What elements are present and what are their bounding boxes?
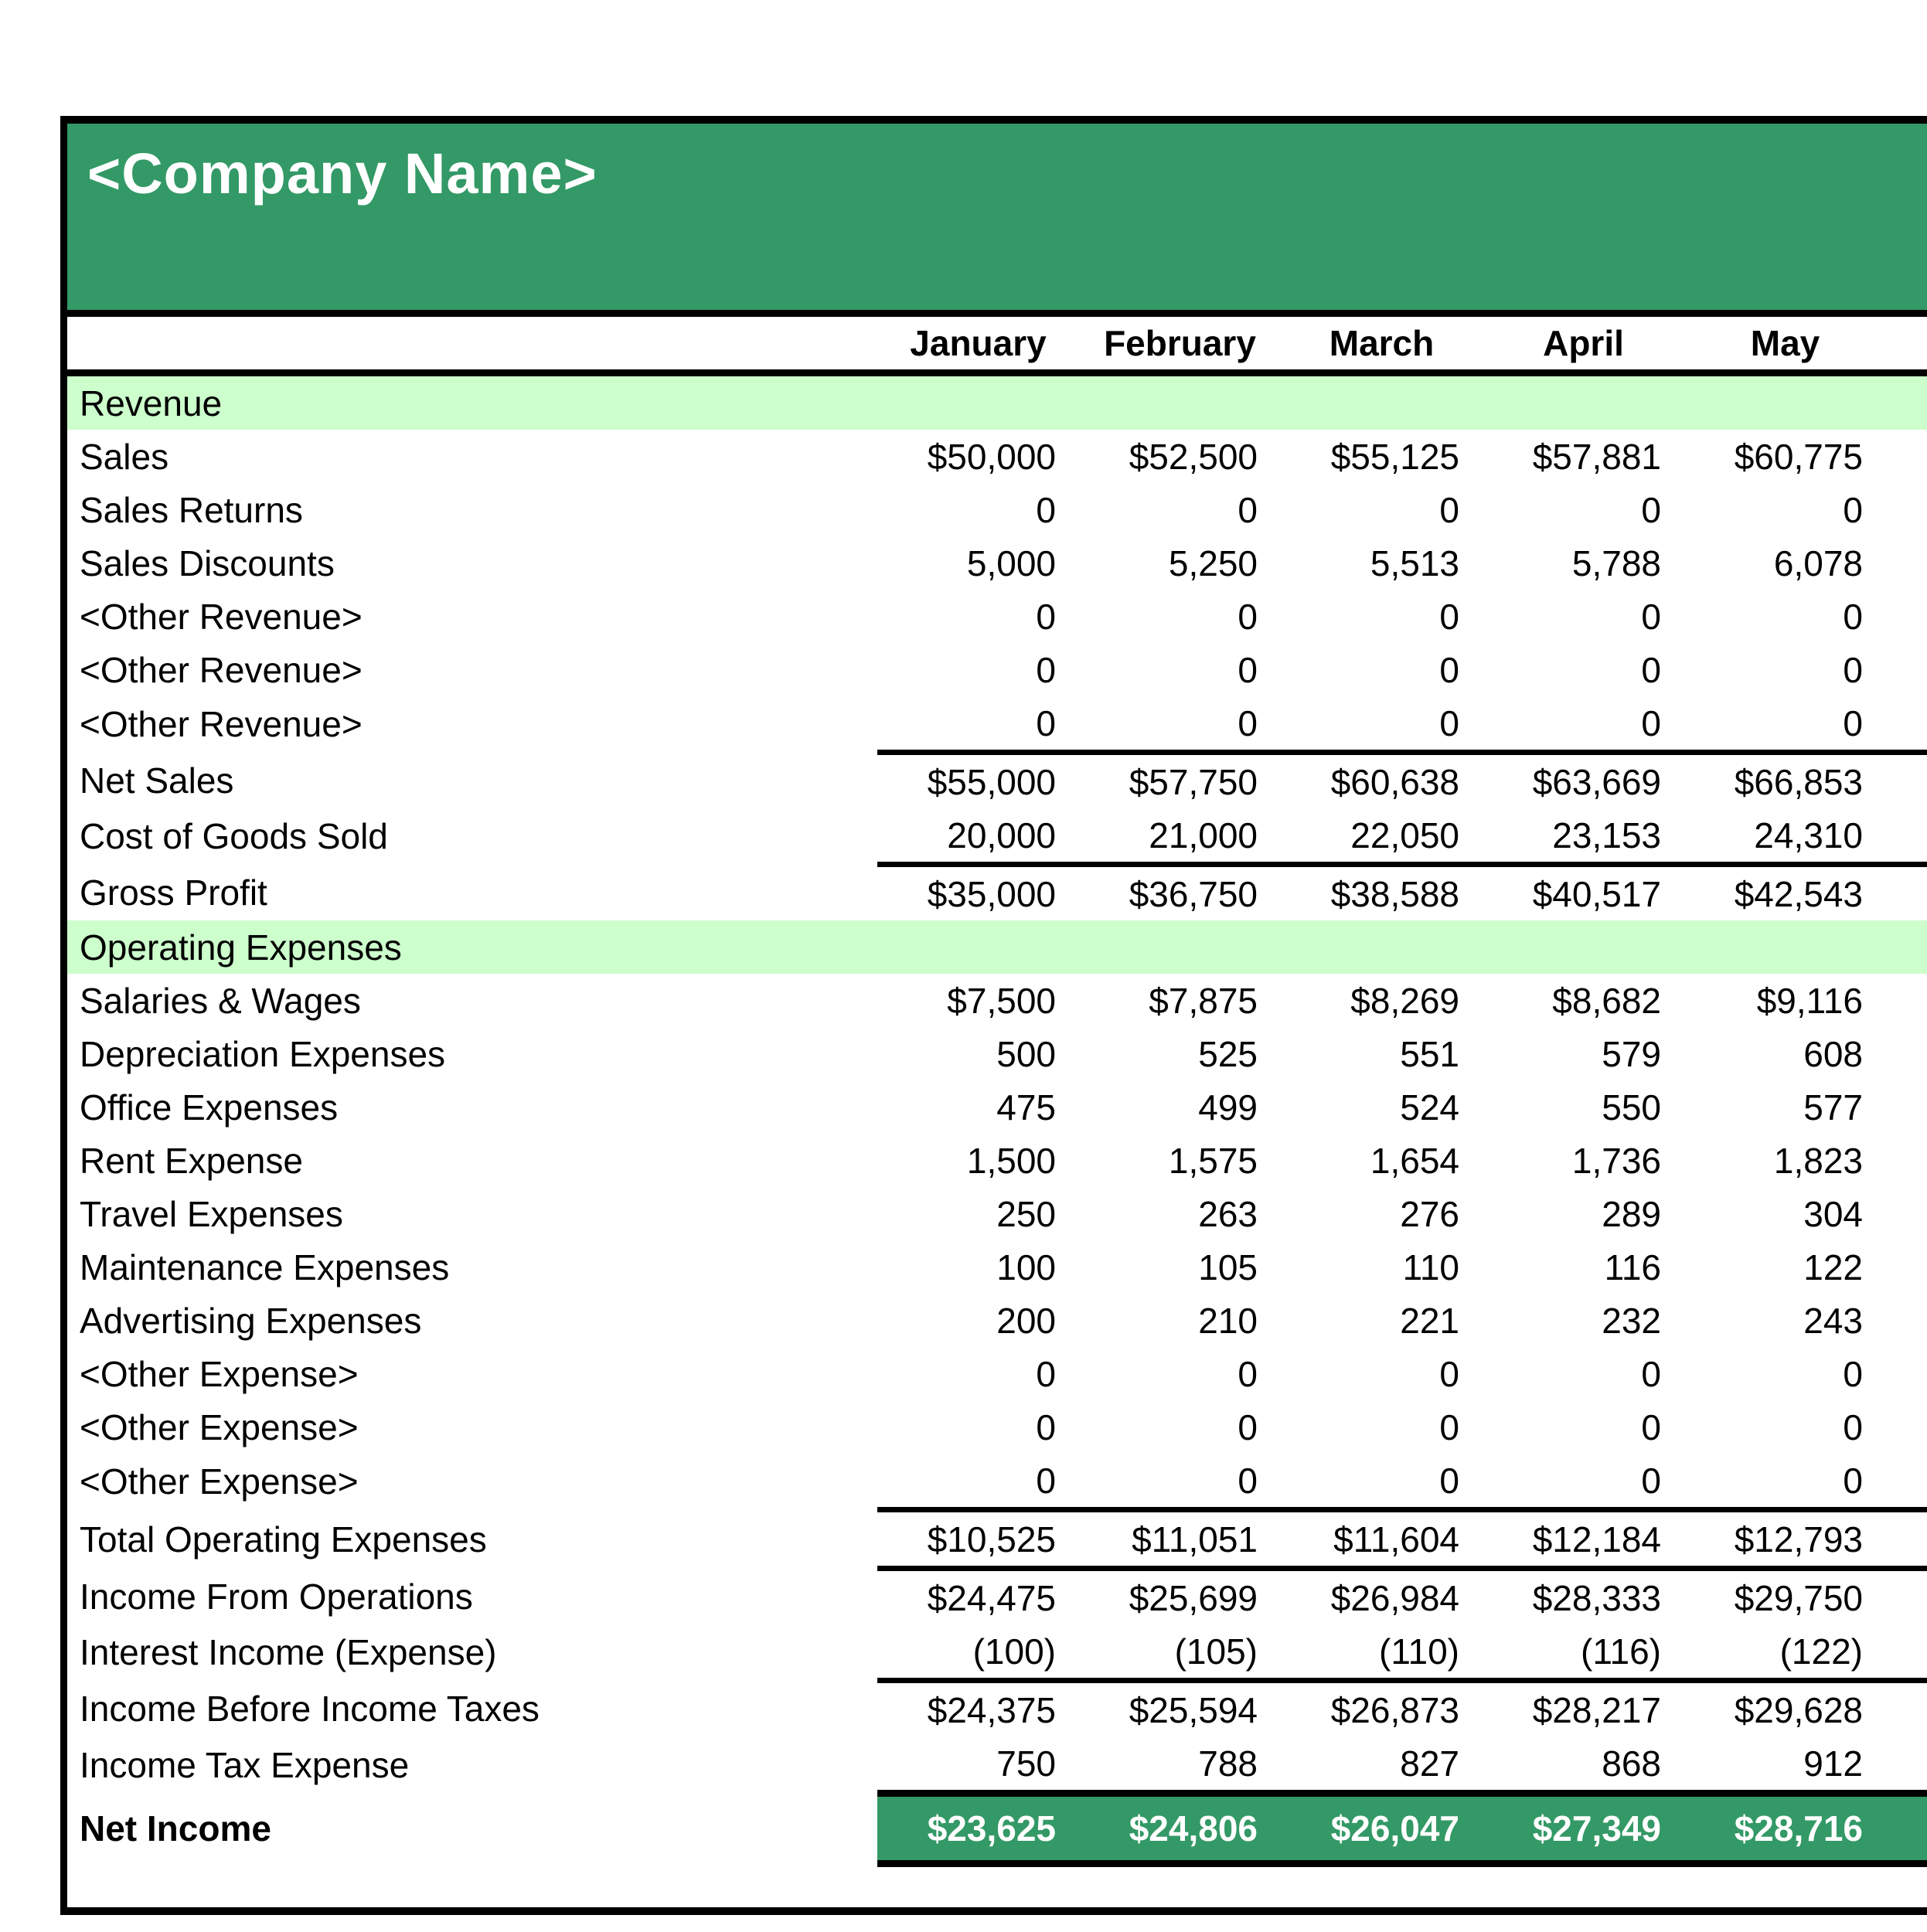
cell-march: 221: [1400, 1300, 1459, 1341]
cell-january: 0: [1036, 702, 1056, 743]
table-footer-spacer: [67, 1864, 1927, 1908]
cell-march: $26,047: [1281, 1794, 1483, 1864]
cell-february: 0: [1238, 1460, 1258, 1501]
cell-stub: [1886, 483, 1927, 536]
row-label: Income Before Income Taxes: [80, 1688, 540, 1729]
cell-stub: [1886, 696, 1927, 753]
cell-april: 0: [1641, 649, 1661, 690]
row-label: <Other Expense>: [80, 1461, 359, 1502]
cell-stub: [1886, 373, 1927, 430]
row-sales-returns: [67, 483, 1927, 536]
cell-april: 550: [1602, 1087, 1661, 1128]
cell-stub: [1886, 1454, 1927, 1510]
bottom-spacer-cell: [67, 1864, 1927, 1908]
row-label: Interest Income (Expense): [80, 1632, 497, 1673]
cell-may: 24,310: [1754, 815, 1863, 855]
row-label: Office Expenses: [80, 1087, 339, 1128]
cell-stub: [1886, 643, 1927, 696]
cell-april: 0: [1641, 1353, 1661, 1394]
cell-april: 0: [1641, 702, 1661, 743]
row-office-expenses: [67, 1080, 1927, 1134]
column-header-april: April: [1483, 317, 1684, 373]
row-rent-expense: [67, 1134, 1927, 1187]
cell-january: 750: [996, 1743, 1056, 1784]
cell-march: [1281, 373, 1483, 430]
cell-may: (122): [1779, 1631, 1863, 1672]
cell-april: 289: [1602, 1193, 1661, 1234]
cell-stub: [1886, 1134, 1927, 1187]
row-label: Salaries & Wages: [80, 980, 361, 1021]
cell-april: $57,881: [1532, 436, 1661, 477]
cell-april: $12,184: [1483, 1510, 1684, 1569]
row-revenue: [67, 373, 1927, 430]
cell-february: $7,875: [1149, 980, 1258, 1021]
cell-march: 5,513: [1370, 543, 1459, 583]
cell-may: 1,823: [1773, 1140, 1863, 1181]
cell-stub: [1886, 1510, 1927, 1569]
cell-february: 0: [1238, 1353, 1258, 1394]
cell-april: 0: [1641, 1460, 1661, 1501]
cell-january: [877, 373, 1079, 430]
cell-may: $29,750: [1684, 1569, 1886, 1625]
table-body: [67, 373, 1927, 1864]
cell-january: $50,000: [927, 436, 1056, 477]
cell-may: [1684, 373, 1886, 430]
cell-stub: [1886, 1294, 1927, 1347]
cell-april: 579: [1602, 1033, 1661, 1074]
cell-april: 23,153: [1552, 815, 1661, 855]
cell-march: $8,269: [1350, 980, 1459, 1021]
cell-april: $28,333: [1483, 1569, 1684, 1625]
row-other-expense: [67, 1454, 1927, 1510]
cell-january: 100: [996, 1247, 1056, 1287]
cell-february: 210: [1198, 1300, 1258, 1341]
row-label: Cost of Goods Sold: [80, 816, 388, 857]
cell-stub: [1886, 1187, 1927, 1240]
column-header-march: March: [1281, 317, 1483, 373]
cell-stub: [1886, 865, 1927, 921]
cell-february: 5,250: [1168, 543, 1258, 583]
cell-march: $26,873: [1281, 1681, 1483, 1737]
cell-january: 20,000: [947, 815, 1056, 855]
cell-january: [877, 920, 1079, 974]
row-travel-expenses: [67, 1187, 1927, 1240]
cell-march: 0: [1439, 649, 1459, 690]
cell-march: 524: [1400, 1087, 1459, 1128]
cell-may: $9,116: [1756, 980, 1863, 1021]
cell-february: 499: [1198, 1087, 1258, 1128]
row-label: Operating Expenses: [80, 927, 402, 968]
cell-april: 116: [1604, 1247, 1661, 1287]
cell-april: 232: [1602, 1300, 1661, 1341]
row-sales-discounts: [67, 536, 1927, 590]
row-label: Advertising Expenses: [80, 1300, 422, 1341]
cell-march: 1,654: [1370, 1140, 1459, 1181]
cell-february: (105): [1174, 1631, 1258, 1672]
row-sales: [67, 430, 1927, 483]
row-other-revenue: [67, 643, 1927, 696]
corner-cell: [67, 317, 877, 373]
cell-stub: [1886, 808, 1927, 865]
cell-february: 0: [1238, 649, 1258, 690]
column-header-january: January: [877, 317, 1079, 373]
row-other-expense: [67, 1347, 1927, 1400]
row-label: Sales Returns: [80, 489, 303, 530]
cell-may: 608: [1803, 1033, 1863, 1074]
cell-february: $25,594: [1079, 1681, 1281, 1737]
cell-january: $10,525: [877, 1510, 1079, 1569]
cell-april: 1,736: [1571, 1140, 1661, 1181]
cell-march: 0: [1439, 1460, 1459, 1501]
income-statement-table: [67, 317, 1927, 1907]
cell-may: 0: [1843, 1460, 1863, 1501]
cell-stub: [1886, 753, 1927, 809]
row-label: Total Operating Expenses: [80, 1519, 487, 1560]
cell-april: 5,788: [1571, 543, 1661, 583]
row-depreciation-expenses: [67, 1027, 1927, 1080]
cell-april: [1483, 920, 1684, 974]
cell-stub: [1886, 1347, 1927, 1400]
cell-march: $26,984: [1281, 1569, 1483, 1625]
column-header-stub: [1886, 317, 1927, 373]
cell-january: 0: [1036, 1460, 1056, 1501]
cell-may: $28,716: [1684, 1794, 1886, 1864]
cell-may: 0: [1843, 489, 1863, 530]
cell-may: 243: [1803, 1300, 1863, 1341]
row-label: <Other Revenue>: [80, 596, 363, 637]
cell-may: 912: [1803, 1743, 1863, 1784]
cell-march: $11,604: [1281, 1510, 1483, 1569]
row-interest-income-expense: [67, 1624, 1927, 1681]
cell-january: 200: [996, 1300, 1056, 1341]
month-header-row: [67, 317, 1927, 373]
cell-may: [1684, 920, 1886, 974]
row-cost-of-goods-sold: [67, 808, 1927, 865]
cell-march: 0: [1439, 489, 1459, 530]
cell-january: 475: [996, 1087, 1056, 1128]
row-total-operating-expenses: [67, 1510, 1927, 1569]
row-gross-profit: [67, 865, 1927, 921]
cell-may: 577: [1803, 1087, 1863, 1128]
cell-february: $57,750: [1079, 753, 1281, 809]
cell-march: 22,050: [1350, 815, 1459, 855]
cell-february: 0: [1238, 702, 1258, 743]
row-label: Revenue: [80, 383, 223, 423]
cell-february: [1079, 920, 1281, 974]
row-label: Gross Profit: [80, 872, 267, 913]
cell-may: 0: [1843, 649, 1863, 690]
cell-april: $40,517: [1483, 865, 1684, 921]
cell-stub: [1886, 920, 1927, 974]
cell-february: [1079, 373, 1281, 430]
cell-january: 0: [1036, 1406, 1056, 1447]
company-name-title: <Company Name>: [87, 141, 598, 206]
row-label: Rent Expense: [80, 1140, 303, 1181]
cell-february: 1,575: [1168, 1140, 1258, 1181]
cell-january: (100): [972, 1631, 1056, 1672]
cell-february: $11,051: [1079, 1510, 1281, 1569]
column-header-february: February: [1079, 317, 1281, 373]
cell-march: 0: [1439, 596, 1459, 637]
cell-stub: [1886, 974, 1927, 1027]
cell-february: 0: [1238, 596, 1258, 637]
cell-april: $63,669: [1483, 753, 1684, 809]
cell-april: [1483, 373, 1684, 430]
column-header-may: May: [1684, 317, 1886, 373]
row-maintenance-expenses: [67, 1240, 1927, 1294]
row-label: Income From Operations: [80, 1576, 473, 1617]
row-label: Travel Expenses: [80, 1193, 343, 1234]
cell-february: 0: [1238, 489, 1258, 530]
cell-january: 500: [996, 1033, 1056, 1074]
cell-april: 0: [1641, 489, 1661, 530]
cell-stub: [1886, 1240, 1927, 1294]
cell-january: $24,475: [877, 1569, 1079, 1625]
cell-stub: [1886, 1794, 1927, 1864]
cell-february: 788: [1198, 1743, 1258, 1784]
cell-march: 0: [1439, 1406, 1459, 1447]
cell-april: $28,217: [1483, 1681, 1684, 1737]
cell-may: 0: [1843, 1406, 1863, 1447]
cell-january: 0: [1036, 1353, 1056, 1394]
cell-march: 0: [1439, 702, 1459, 743]
cell-may: 0: [1843, 702, 1863, 743]
row-label: Sales Discounts: [80, 543, 335, 583]
cell-april: 868: [1602, 1743, 1661, 1784]
cell-february: $52,500: [1129, 436, 1258, 477]
cell-february: 105: [1198, 1247, 1258, 1287]
row-other-expense: [67, 1400, 1927, 1454]
income-statement-sheet: [60, 116, 1927, 1915]
cell-march: 827: [1400, 1743, 1459, 1784]
cell-january: 1,500: [966, 1140, 1056, 1181]
cell-stub: [1886, 1569, 1927, 1625]
cell-stub: [1886, 1080, 1927, 1134]
cell-march: [1281, 920, 1483, 974]
cell-january: 0: [1036, 596, 1056, 637]
row-label: Net Sales: [80, 760, 234, 801]
row-advertising-expenses: [67, 1294, 1927, 1347]
row-label: <Other Expense>: [80, 1353, 359, 1394]
cell-may: $12,793: [1684, 1510, 1886, 1569]
cell-february: 525: [1198, 1033, 1258, 1074]
cell-january: $24,375: [877, 1681, 1079, 1737]
cell-january: 0: [1036, 489, 1056, 530]
cell-january: $35,000: [877, 865, 1079, 921]
cell-february: $36,750: [1079, 865, 1281, 921]
cell-may: 0: [1843, 596, 1863, 637]
cell-april: (116): [1581, 1631, 1661, 1672]
cell-january: 5,000: [966, 543, 1056, 583]
row-net-sales: [67, 753, 1927, 809]
cell-april: $8,682: [1552, 980, 1661, 1021]
cell-may: 304: [1803, 1193, 1863, 1234]
cell-january: 0: [1036, 649, 1056, 690]
row-label: Income Tax Expense: [80, 1744, 410, 1785]
cell-stub: [1886, 430, 1927, 483]
cell-stub: [1886, 536, 1927, 590]
row-income-before-income-taxes: [67, 1681, 1927, 1737]
row-net-income: [67, 1794, 1927, 1864]
cell-april: 0: [1641, 596, 1661, 637]
cell-january: $55,000: [877, 753, 1079, 809]
cell-march: 551: [1400, 1033, 1459, 1074]
cell-february: 263: [1198, 1193, 1258, 1234]
cell-may: 122: [1803, 1247, 1863, 1287]
cell-march: $55,125: [1330, 436, 1459, 477]
company-header-banner: [67, 124, 1927, 317]
row-label: <Other Expense>: [80, 1406, 359, 1447]
cell-february: $25,699: [1079, 1569, 1281, 1625]
row-label: Sales: [80, 436, 169, 477]
row-other-revenue: [67, 696, 1927, 753]
cell-april: 0: [1641, 1406, 1661, 1447]
row-salaries-wages: [67, 974, 1927, 1027]
cell-january: 250: [996, 1193, 1056, 1234]
row-operating-expenses: [67, 920, 1927, 974]
row-label: Net Income: [80, 1808, 271, 1849]
row-label: <Other Revenue>: [80, 704, 363, 745]
cell-stub: [1886, 590, 1927, 643]
cell-may: 0: [1843, 1353, 1863, 1394]
cell-april: $27,349: [1483, 1794, 1684, 1864]
cell-march: 110: [1402, 1247, 1459, 1287]
cell-may: $60,775: [1734, 436, 1863, 477]
cell-stub: [1886, 1736, 1927, 1794]
cell-stub: [1886, 1624, 1927, 1681]
cell-stub: [1886, 1681, 1927, 1737]
cell-may: $29,628: [1684, 1681, 1886, 1737]
cell-may: $66,853: [1684, 753, 1886, 809]
cell-may: $42,543: [1684, 865, 1886, 921]
row-income-tax-expense: [67, 1736, 1927, 1794]
cell-february: $24,806: [1079, 1794, 1281, 1864]
cell-march: $60,638: [1281, 753, 1483, 809]
cell-january: $7,500: [947, 980, 1056, 1021]
cell-march: 276: [1400, 1193, 1459, 1234]
cell-february: 0: [1238, 1406, 1258, 1447]
row-label: Maintenance Expenses: [80, 1247, 450, 1287]
row-income-from-operations: [67, 1569, 1927, 1625]
cell-stub: [1886, 1027, 1927, 1080]
row-label: Depreciation Expenses: [80, 1033, 446, 1074]
bottom-spacer-row: [67, 1864, 1927, 1908]
cell-january: $23,625: [877, 1794, 1079, 1864]
cell-stub: [1886, 1400, 1927, 1454]
cell-march: (110): [1379, 1631, 1459, 1672]
cell-may: 6,078: [1773, 543, 1863, 583]
cell-march: $38,588: [1281, 865, 1483, 921]
cell-february: 21,000: [1149, 815, 1258, 855]
row-label: <Other Revenue>: [80, 649, 363, 690]
cell-march: 0: [1439, 1353, 1459, 1394]
row-other-revenue: [67, 590, 1927, 643]
